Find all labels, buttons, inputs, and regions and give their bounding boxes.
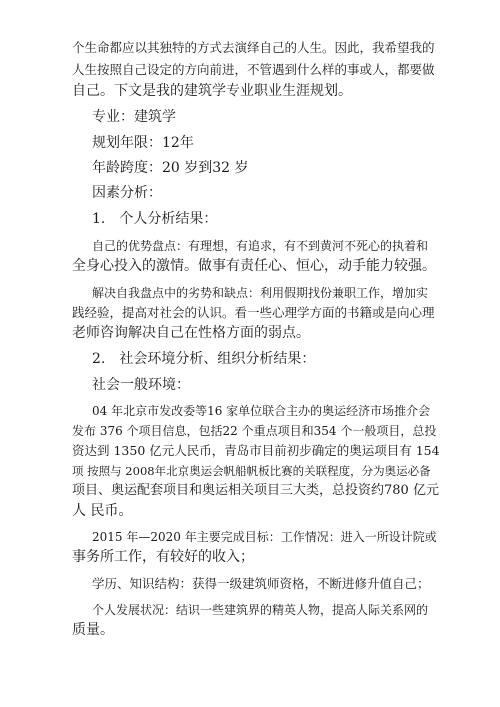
weaknesses-line-3: 老师咨询解决自己在性格方面的弱点。 bbox=[72, 325, 310, 341]
intro-line-3: 自己。下文是我的建筑学专业职业生涯规划。 bbox=[72, 83, 352, 99]
personal-line-1: 个人发展状况：结识一些建筑界的精英人物，提高人际关系网的 bbox=[92, 603, 429, 617]
age-span-line: 年龄跨度：20 岁到32 岁 bbox=[92, 160, 249, 176]
goal-line-2: 事务所工作，有较好的收入； bbox=[72, 549, 254, 565]
education-line: 学历、知识结构：获得一级建筑师资格，不断进修升值自己； bbox=[92, 576, 430, 591]
intro-line-1: 个生命都应以其独特的方式去演绎自己的人生。因此，我希望我的 bbox=[72, 40, 435, 55]
section-2-heading: 2. 社会环境分析、组织分析结果： bbox=[92, 351, 316, 367]
weaknesses-line-2: 践经验，提高对社会的认识。看一些心理学方面的书籍或是向心理 bbox=[72, 305, 435, 320]
olympics-line-2: 发布 376 个项目信息，包括22 个重点项目和354 个一般项目，总投 bbox=[72, 424, 437, 438]
factor-analysis-heading: 因素分析： bbox=[92, 185, 162, 201]
intro-line-2: 人生按照自己设定的方向前进，不管遇到什么样的事或人，都要做 bbox=[72, 62, 435, 77]
olympics-line-6: 人 民币。 bbox=[72, 503, 133, 519]
goal-line-1: 2015 年—2020 年主要完成目标：工作情况：进入一所设计院或 bbox=[92, 530, 437, 544]
olympics-line-3: 资达到 1350 亿元人民币，青岛市目前初步确定的奥运项目有 154 bbox=[72, 443, 440, 458]
weaknesses-line-1: 解决自我盘点中的劣势和缺点：利用假期找份兼职工作，增加实 bbox=[92, 286, 429, 300]
period-line: 规划年限：12年 bbox=[92, 135, 194, 151]
strengths-line-2: 全身心投入的激情。做事有责任心、恒心，动手能力较强。 bbox=[72, 258, 436, 274]
personal-line-2: 质量。 bbox=[72, 622, 114, 638]
social-env-heading: 社会一般环境： bbox=[92, 377, 190, 393]
olympics-line-4: 项 按照与 2008年北京奥运会帆船帆板比赛的关联程度，分为奥运必备 bbox=[72, 464, 431, 478]
olympics-line-1: 04 年北京市发改委等16 家单位联合主办的奥运经济市场推介会 bbox=[92, 404, 431, 418]
strengths-line-1: 自己的优势盘点：有理想，有追求，有不到黄河不死心的执着和 bbox=[92, 239, 429, 253]
olympics-line-5: 项目、奥运配套项目和奥运相关项目三大类，总投资约780 亿元 bbox=[72, 483, 439, 498]
section-1-heading: 1. 个人分析结果： bbox=[92, 211, 218, 227]
major-line: 专业：建筑学 bbox=[92, 109, 176, 125]
